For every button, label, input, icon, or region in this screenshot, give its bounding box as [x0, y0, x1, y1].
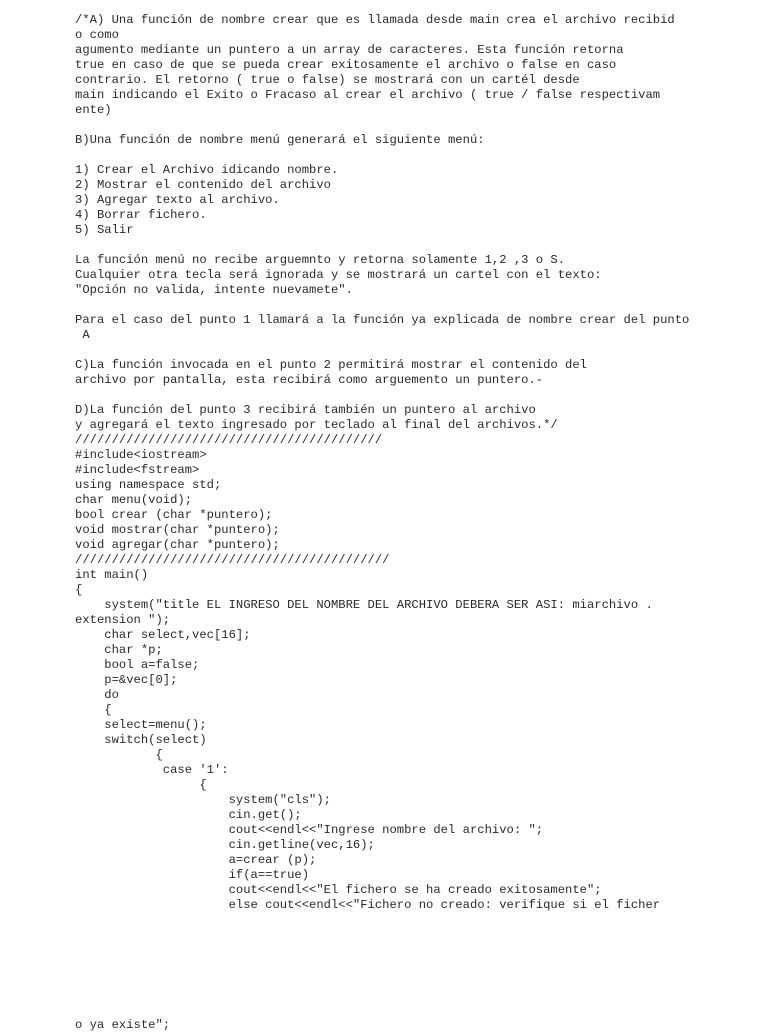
text-line: select=menu();: [75, 718, 207, 732]
text-line: ente): [75, 103, 112, 117]
text-line: y agregará el texto ingresado por teclado al final del archivos.*/: [75, 418, 558, 432]
text-line: D)La función del punto 3 recibirá también un puntero al archivo: [75, 403, 536, 417]
text-line: bool a=false;: [75, 658, 200, 672]
text-line: B)Una función de nombre menú generará el siguiente menú:: [75, 133, 485, 147]
text-line: do: [75, 688, 119, 702]
text-line: switch(select): [75, 733, 207, 747]
text-line: case '1':: [75, 763, 229, 777]
text-line: 3) Agregar texto al archivo.: [75, 193, 280, 207]
text-line: using namespace std;: [75, 478, 222, 492]
text-line: int main(): [75, 568, 149, 582]
text-line: char menu(void);: [75, 493, 193, 507]
text-line: {: [75, 583, 83, 597]
text-line: 1) Crear el Archivo idicando nombre.: [75, 163, 339, 177]
text-line: /*A) Una función de nombre crear que es llamada desde main crea el archivo recibid: [75, 13, 675, 27]
text-line: char *p;: [75, 643, 163, 657]
text-line: ///////////////////////////////////////////: [75, 553, 390, 567]
text-line: cin.get();: [75, 808, 302, 822]
text-line: true en caso de que se pueda crear exitosamente el archivo o false en caso: [75, 58, 617, 72]
text-line: #include<iostream>: [75, 448, 207, 462]
text-line: cout<<endl<<"El fichero se ha creado exitosamente";: [75, 883, 602, 897]
text-line: else cout<<endl<<"Fichero no creado: verifique si el ficher: [75, 898, 661, 912]
text-line: La función menú no recibe arguemnto y retorna solamente 1,2 ,3 o S.: [75, 253, 566, 267]
text-line: 5) Salir: [75, 223, 134, 237]
text-line: system("cls");: [75, 793, 331, 807]
text-line: "Opción no valida, intente nuevamete".: [75, 283, 353, 297]
text-line: p=&vec[0];: [75, 673, 178, 687]
text-line: o ya existe";: [75, 1018, 171, 1032]
text-line: contrario. El retorno ( true o false) se mostrará con un cartél desde: [75, 73, 580, 87]
text-line: agumento mediante un puntero a un array de caracteres. Esta función retorna: [75, 43, 624, 57]
text-line: C)La función invocada en el punto 2 permitirá mostrar el contenido del: [75, 358, 587, 372]
text-line: void mostrar(char *puntero);: [75, 523, 280, 537]
text-line: archivo por pantalla, esta recibirá como arguemento un puntero.-: [75, 373, 544, 387]
text-line: {: [75, 748, 163, 762]
text-line: {: [75, 778, 207, 792]
text-line: 2) Mostrar el contenido del archivo: [75, 178, 331, 192]
text-line: Cualquier otra tecla será ignorada y se mostrará un cartel con el texto:: [75, 268, 602, 282]
text-line: Para el caso del punto 1 llamará a la función ya explicada de nombre crear del punto: [75, 313, 690, 327]
text-line: extension ");: [75, 613, 171, 627]
text-line: o como: [75, 28, 119, 42]
text-line: #include<fstream>: [75, 463, 200, 477]
text-line: cin.getline(vec,16);: [75, 838, 375, 852]
text-line: {: [75, 703, 112, 717]
text-line: //////////////////////////////////////////: [75, 433, 383, 447]
text-line: char select,vec[16];: [75, 628, 251, 642]
text-line: 4) Borrar fichero.: [75, 208, 207, 222]
text-line: void agregar(char *puntero);: [75, 538, 280, 552]
text-line: a=crear (p);: [75, 853, 317, 867]
text-line: A: [75, 328, 90, 342]
text-line: cout<<endl<<"Ingrese nombre del archivo: ";: [75, 823, 544, 837]
text-line: main indicando el Exito o Fracaso al crear el archivo ( true / false respectivam: [75, 88, 661, 102]
text-line: bool crear (char *puntero);: [75, 508, 273, 522]
text-line: if(a==true): [75, 868, 310, 882]
text-line: system("title EL INGRESO DEL NOMBRE DEL ARCHIVO DEBERA SER ASI: miarchivo .: [75, 598, 653, 612]
